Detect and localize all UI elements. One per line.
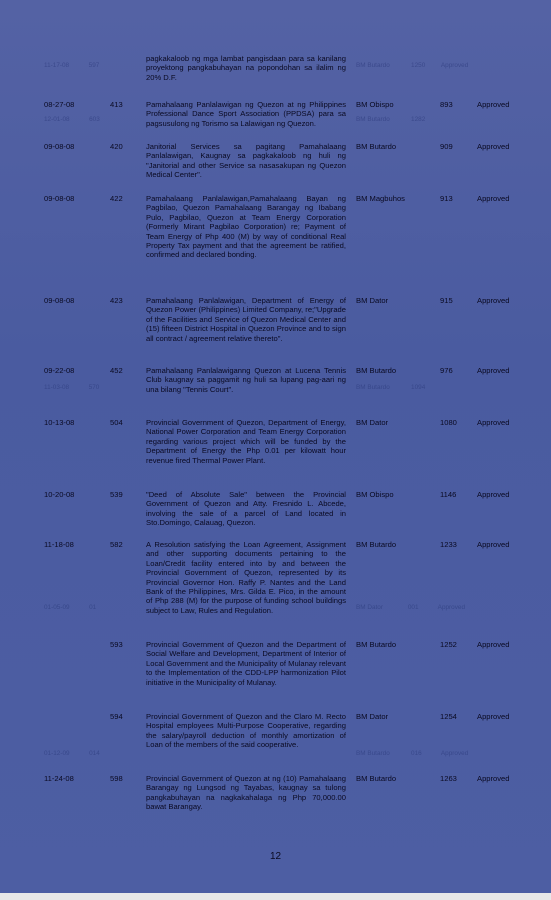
date-cell: 08-27-08 <box>44 100 75 109</box>
resolution-cell: 1080 <box>440 418 457 427</box>
scan-footer-strip <box>0 893 551 900</box>
status-cell: Approved <box>477 418 510 427</box>
sponsor-cell: BM Magbuhos <box>356 194 405 203</box>
resolution-cell: 1146 <box>440 490 457 499</box>
bleed-through-text: 01-05-09 01 <box>44 604 97 611</box>
bleed-through-text: BM Butardo 1094 <box>356 384 426 391</box>
number-cell: 582 <box>110 540 123 549</box>
description-cell: Provincial Government of Quezon and the Department of Social Welfare and Development, Department of Interior of Local Government and the Municipality of Mulanay relevant to the Implementation of the CDD-LPP harmonization Pilot initiative in the Municipality of Mulanay. <box>146 640 346 687</box>
status-cell: Approved <box>477 142 510 151</box>
description-cell: Provincial Government of Quezon and the Claro M. Recto Hospital employees Multi-Purpose Cooperative, regarding the salary/payroll deduction of monthly amortization of Loan of the members of the said cooperative. <box>146 712 346 750</box>
sponsor-cell: BM Obispo <box>356 490 394 499</box>
description-cell: A Resolution satisfying the Loan Agreement, Assignment and other supporting documents pertaining to the Loan/Credit facility entered into by and between the Provincial Government of Quezon, represented by its Provincial Governor Hon. Raffy P. Nantes and the Land Bank of the Philippines, Mrs. Gilda E. Pico, in the amount of Php 288 (M) for the purpose of funding school buildings subject to Law, Rules and Regulation. <box>146 540 346 615</box>
bleed-through-text: BM Butardo 1282 <box>356 116 426 123</box>
sponsor-cell: BM Butardo <box>356 366 397 375</box>
resolution-cell: 1263 <box>440 774 457 783</box>
resolution-cell: 976 <box>440 366 453 375</box>
date-cell: 09-08-08 <box>44 296 75 305</box>
status-cell: Approved <box>477 490 510 499</box>
number-cell: 452 <box>110 366 123 375</box>
date-cell: 09-08-08 <box>44 142 75 151</box>
date-cell: 10-20-08 <box>44 490 75 499</box>
resolution-cell: 1233 <box>440 540 457 549</box>
sponsor-cell: BM Dator <box>356 712 389 721</box>
date-cell: 10-13-08 <box>44 418 75 427</box>
number-cell: 594 <box>110 712 123 721</box>
description-cell: Pamahalaang Panlalawigan, Department of Energy of Quezon Power (Philippines) Limited Company, re;"Upgrade of the Facilities and Service of Quezon Medical Center and (15) fifteen District Hospital in Quezon Province and to sign all contract / agreement relative thereto". <box>146 296 346 343</box>
status-cell: Approved <box>477 540 510 549</box>
number-cell: 420 <box>110 142 123 151</box>
sponsor-cell: BM Dator <box>356 296 389 305</box>
description-cell: Pamahalaang Panlalawigan,Pamahalaang Bayan ng Pagbilao, Quezon Pamahalaang Barangay ng Ibabang Pulo, Pagbilao, Quezon at Team Energy Corporation (Formerly Mirant Pagbilao Corporation) re; Payment of Team Energy of Php 400 (M) by way of conditional Real Property Tax payment and that the agreement be ratified, confirmed and declared bonding. <box>146 194 346 260</box>
number-cell: 598 <box>110 774 123 783</box>
resolution-cell: 893 <box>440 100 453 109</box>
resolution-cell: 913 <box>440 194 453 203</box>
status-cell: Approved <box>477 366 510 375</box>
bleed-through-text: 01-12-09 014 <box>44 750 100 757</box>
bleed-through-text: BM Butardo 016 Approved <box>356 750 469 757</box>
description-cell: "Deed of Absolute Sale" between the Provincial Government of Quezon and Atty. Fresnido L. Abcede, involving the sale of a parcel of Land located in Sto.Domingo, Calauag, Quezon. <box>146 490 346 528</box>
date-cell: 09-08-08 <box>44 194 75 203</box>
resolution-cell: 909 <box>440 142 453 151</box>
status-cell: Approved <box>477 640 510 649</box>
date-cell: 09-22-08 <box>44 366 75 375</box>
number-cell: 413 <box>110 100 123 109</box>
bleed-through-text: 12-01-08 603 <box>44 116 100 123</box>
bleed-through-text: 11-17-08 597 <box>44 62 100 69</box>
status-cell: Approved <box>477 774 510 783</box>
description-cell: Janitorial Services sa pagitang Pamahalaang Panlalawigan, Kaugnay sa pagkakaloob ng huli ng "Janitorial and other Service sa nasasakupan ng Quezon Medical Center". <box>146 142 346 180</box>
number-cell: 593 <box>110 640 123 649</box>
description-cell: Pamahalaang Panlalawiganng Quezon at Lucena Tennis Club kaugnay sa paggamit ng huli sa lupang pag-aari ng una bilang "Tennis Court". <box>146 366 346 394</box>
date-cell: 11-24-08 <box>44 774 74 783</box>
number-cell: 422 <box>110 194 123 203</box>
status-cell: Approved <box>477 296 510 305</box>
resolution-cell: 1254 <box>440 712 457 721</box>
sponsor-cell: BM Obispo <box>356 100 394 109</box>
date-cell: 11-18-08 <box>44 540 74 549</box>
bleed-through-text: BM Butardo 1250 Approved <box>356 62 469 69</box>
sponsor-cell: BM Butardo <box>356 142 397 151</box>
sponsor-cell: BM Butardo <box>356 540 397 549</box>
status-cell: Approved <box>477 712 510 721</box>
page-number: 12 <box>269 851 282 862</box>
number-cell: 504 <box>110 418 123 427</box>
resolution-cell: 915 <box>440 296 453 305</box>
bleed-through-text: 11-03-08 570 <box>44 384 100 391</box>
number-cell: 423 <box>110 296 123 305</box>
status-cell: Approved <box>477 194 510 203</box>
description-cell: Pamahalaang Panlalawigan ng Quezon at ng Philippines Professional Dance Sport Association (PPDSA) para sa pagsusulong ng Torismo sa Lalawigan ng Quezon. <box>146 100 346 128</box>
sponsor-cell: BM Butardo <box>356 774 397 783</box>
description-cell: pagkakaloob ng mga lambat pangisdaan para sa kanilang proyektong pangkabuhayan na popondohan sa ilalim ng 20% D.F. <box>146 54 346 82</box>
description-cell: Provincial Government of Quezon at ng (10) Pamahalaang Barangay ng Lungsod ng Tayabas, kaugnay sa tulong pangkabuhayan na nagkakahalaga ng Php 70,000.00 bawat Barangay. <box>146 774 346 812</box>
bleed-through-text: BM Dator 001 Approved <box>356 604 466 611</box>
description-cell: Provincial Government of Quezon, Department of Energy, National Power Corporation and Team Energy Corporation regarding various project which will be funded by the Department of Energy the Php 0.01 per kilowatt hour revenue fired Thermal Power Plant. <box>146 418 346 465</box>
sponsor-cell: BM Dator <box>356 418 389 427</box>
sponsor-cell: BM Butardo <box>356 640 397 649</box>
resolution-cell: 1252 <box>440 640 457 649</box>
status-cell: Approved <box>477 100 510 109</box>
number-cell: 539 <box>110 490 123 499</box>
